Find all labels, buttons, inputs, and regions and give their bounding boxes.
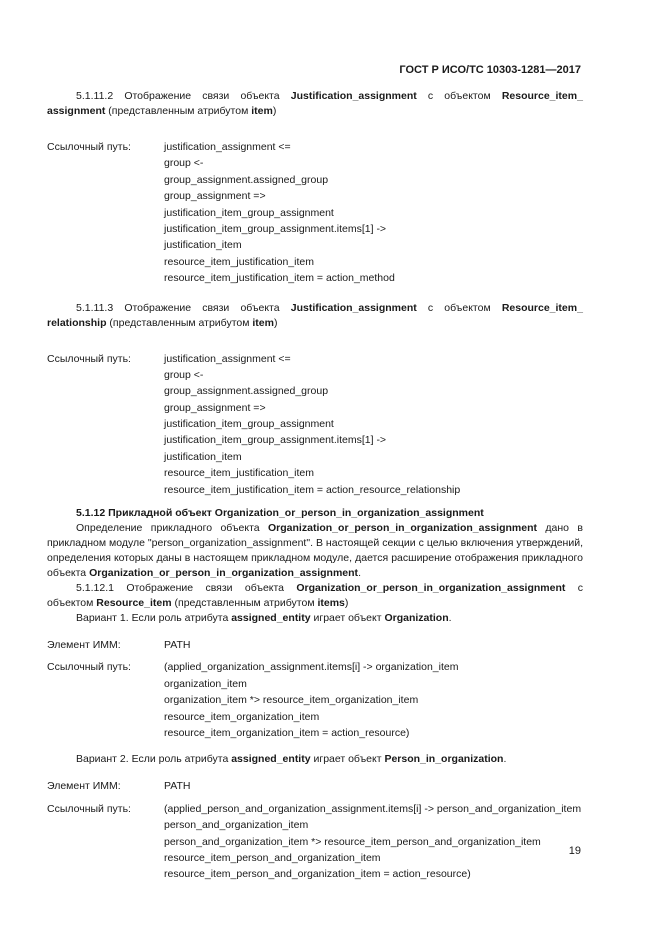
ref-line: justification_item_group_assignment (164, 418, 334, 431)
entity-name: Justification_assignment (290, 301, 417, 314)
text: (представленным атрибутом (106, 316, 253, 329)
elem-label: Элемент ИММ: (47, 639, 121, 652)
section-title-continuation (47, 316, 583, 331)
variant-1-intro (47, 611, 583, 626)
title-word: объектом (444, 90, 491, 102)
ref-lines (164, 801, 583, 883)
title-word: объекта (244, 582, 285, 595)
element-imm-row (47, 637, 583, 653)
ref-line: person_and_organization_item *> resource_item_person_and_organization_item (164, 835, 541, 848)
text: . (503, 753, 507, 766)
section-number: 5.1.12.1 (76, 582, 114, 595)
ref-lines (164, 659, 583, 741)
ref-line: group_assignment => (164, 401, 266, 414)
ref-line: resource_item_organization_item (164, 710, 320, 723)
variant-2-intro (47, 752, 583, 767)
attribute-name: assigned_entity (231, 753, 311, 766)
ref-line: organization_item (164, 677, 247, 690)
reference-path-block (47, 139, 583, 287)
ref-line: justification_item (164, 239, 242, 252)
ref-line: resource_item_person_and_organization_item = action_resource) (164, 868, 471, 881)
text: ) (272, 105, 277, 117)
title-word: связи (205, 582, 233, 595)
ref-label: Ссылочный путь: (47, 802, 131, 815)
text: Определение прикладного объекта (76, 522, 269, 535)
section-title-line (47, 89, 583, 104)
ref-label: Ссылочный путь: (47, 352, 131, 365)
entity-name: Resource_item_ (501, 90, 583, 102)
title-word: с (427, 90, 434, 102)
ref-lines (164, 139, 583, 287)
title-word: объекта (240, 90, 280, 102)
ref-line: resource_item_justification_item = action_method (164, 272, 395, 285)
title-word: с (427, 301, 434, 314)
ref-line: (applied_organization_assignment.items[i] -> organization_item (164, 661, 459, 674)
element-imm-row (47, 778, 583, 794)
text: играет объект (310, 612, 385, 625)
section-number: 5.1.11.3 (76, 301, 114, 314)
text: (представленным атрибутом (105, 105, 252, 117)
text: . (358, 567, 361, 580)
reference-path-block (47, 659, 583, 741)
section-heading: 5.1.12 Прикладной объект Organization_or_person_in_organization_assignment (76, 507, 484, 520)
ref-line: group_assignment.assigned_group (164, 173, 329, 186)
title-word: объекта (240, 301, 280, 314)
ref-line: group_assignment.assigned_group (164, 385, 329, 398)
entity-name: Justification_assignment (290, 90, 417, 102)
ref-label: Ссылочный путь: (47, 141, 131, 153)
ref-line: justification_assignment <= (164, 141, 291, 153)
section-title-continuation (47, 104, 583, 119)
text: (представленным атрибутом (171, 597, 318, 610)
page-content (47, 89, 583, 883)
elem-value: PATH (164, 780, 191, 793)
text: объектом (47, 597, 97, 610)
ref-line: person_and_organization_item (164, 819, 309, 832)
text: дано в прикладном модуле "person_organization_assignment". В настоящей секции с целью включения утверждений, определения которых даны в настоящем прикладном модуле, дается расширение отображения прикладного объекта (47, 522, 583, 580)
ref-line: resource_item_person_and_organization_item (164, 851, 381, 864)
page-number: 19 (568, 845, 581, 857)
reference-path-block (47, 801, 583, 883)
ref-line: justification_item (164, 450, 242, 463)
ref-line: group <- (164, 368, 204, 381)
entity-name: Organization_or_person_in_organization_assignment (89, 567, 359, 580)
entity-name: Organization (384, 612, 449, 625)
ref-line: justification_item_group_assignment.items[1] -> (164, 434, 387, 447)
title-word: Отображение (124, 90, 192, 102)
text: . (448, 612, 452, 625)
title-word: Отображение (124, 301, 192, 314)
section-5-1-11-3 (47, 301, 583, 499)
entity-name: Organization_or_person_in_organization_assignment (268, 522, 537, 535)
title-word: связи (202, 301, 230, 314)
ref-line: resource_item_organization_item = action_resource) (164, 726, 410, 739)
subsection-title-continuation (47, 596, 583, 611)
definition-paragraph (47, 521, 583, 581)
ref-line: group <- (164, 157, 204, 170)
ref-line: organization_item *> resource_item_organization_item (164, 694, 419, 707)
entity-name: Organization_or_person_in_organization_assignment (296, 582, 566, 595)
attribute-name: items (317, 597, 345, 610)
section-number: 5.1.11.2 (76, 90, 114, 102)
entity-name-cont: assignment (47, 105, 106, 117)
ref-line: (applied_person_and_organization_assignment.items[i] -> person_and_organization_item (164, 802, 582, 815)
title-word: объектом (444, 301, 491, 314)
ref-line: resource_item_justification_item (164, 467, 314, 480)
section-5-1-11-2 (47, 89, 583, 287)
attribute-name: item (252, 316, 274, 329)
attribute-name: item (251, 105, 273, 117)
ref-lines (164, 351, 583, 499)
ref-line: justification_assignment <= (164, 352, 291, 365)
text: играет объект (310, 753, 385, 766)
section-5-1-12 (47, 506, 583, 883)
entity-name: Resource_item (96, 597, 172, 610)
elem-label: Элемент ИММ: (47, 780, 121, 793)
ref-line: justification_item_group_assignment.items[1] -> (164, 222, 387, 235)
title-word: с (577, 582, 583, 595)
ref-line: justification_item_group_assignment (164, 206, 334, 219)
entity-name: Resource_item_ (501, 301, 583, 314)
ref-label: Ссылочный путь: (47, 661, 131, 674)
subsection-title-line (47, 581, 583, 596)
section-title-line (47, 301, 583, 316)
text: Вариант 2. Если роль атрибута (76, 753, 232, 766)
elem-value: PATH (164, 639, 191, 652)
ref-line: group_assignment => (164, 190, 266, 203)
attribute-name: assigned_entity (231, 612, 311, 625)
ref-line: resource_item_justification_item = action_resource_relationship (164, 483, 461, 496)
entity-name: Person_in_organization (384, 753, 504, 766)
document-header: ГОСТ Р ИСО/ТС 10303-1281—2017 (399, 64, 581, 76)
text: ) (344, 597, 349, 610)
title-word: Отображение (126, 582, 194, 595)
entity-name-cont: relationship (47, 316, 107, 329)
ref-line: resource_item_justification_item (164, 255, 314, 268)
text: ) (273, 316, 278, 329)
title-word: связи (202, 90, 230, 102)
reference-path-block (47, 351, 583, 499)
text: Вариант 1. Если роль атрибута (76, 612, 232, 625)
